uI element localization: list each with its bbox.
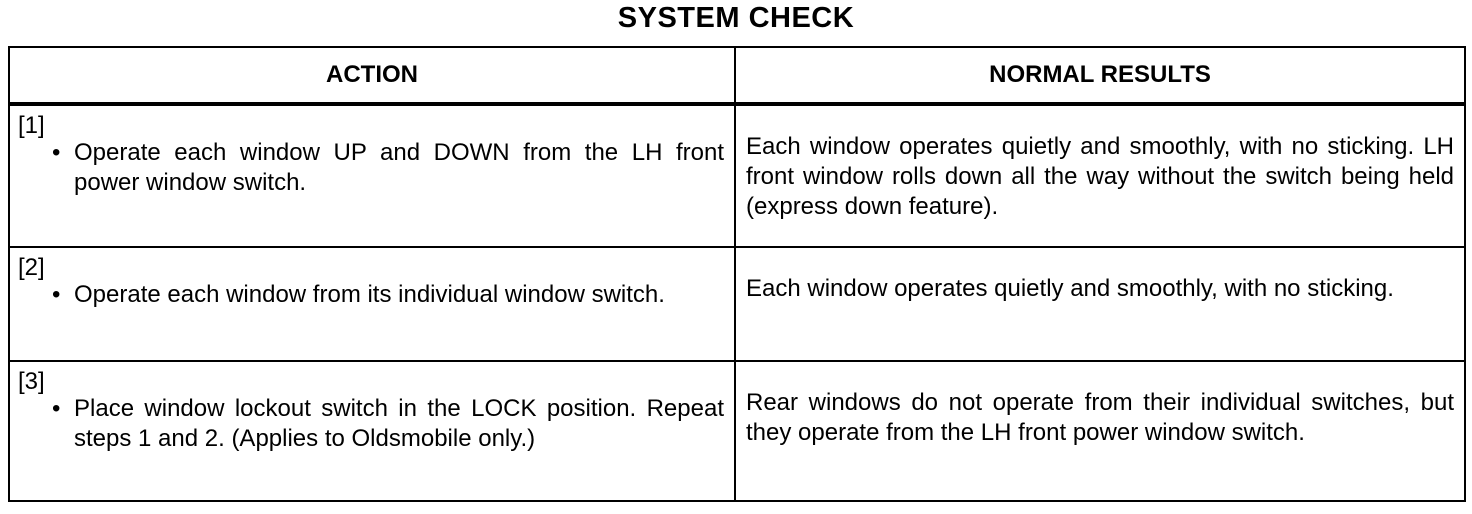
result-text: Rear windows do not operate from their individual switches, but they operate from the LH front power window switch. — [746, 389, 1454, 446]
result-cell — [735, 104, 1465, 247]
bullet-icon: • — [52, 139, 61, 166]
action-text: Operate each window UP and DOWN from the LH front power window switch. — [74, 139, 724, 196]
result-text: Each window operates quietly and smoothly, with no sticking. LH front window rolls down all the way without the switch being held (express down feature). — [746, 133, 1454, 220]
system-check-table — [8, 46, 1466, 502]
action-cell — [9, 361, 735, 501]
action-text: Operate each window from its individual window switch. — [74, 281, 665, 308]
step-number: [1] — [18, 112, 45, 139]
column-header-normal-results: NORMAL RESULTS — [735, 47, 1465, 104]
column-header-action: ACTION — [9, 47, 735, 104]
table-header-row — [9, 47, 1465, 104]
table-row — [9, 104, 1465, 247]
bullet-icon: • — [52, 281, 61, 308]
result-cell — [735, 361, 1465, 501]
action-cell — [9, 104, 735, 247]
action-item — [10, 138, 734, 198]
result-cell — [735, 247, 1465, 361]
step-number: [3] — [18, 368, 45, 395]
page-title: SYSTEM CHECK — [617, 2, 855, 34]
action-cell — [9, 247, 735, 361]
action-item — [10, 394, 734, 454]
action-item — [10, 280, 734, 310]
action-text: Place window lockout switch in the LOCK position. Repeat steps 1 and 2. (Applies to Oldsmobile only.) — [74, 395, 724, 452]
step-number: [2] — [18, 254, 45, 281]
bullet-icon: • — [52, 395, 61, 422]
table-row — [9, 247, 1465, 361]
table-row — [9, 361, 1465, 501]
result-text: Each window operates quietly and smoothly, with no sticking. — [746, 275, 1394, 302]
